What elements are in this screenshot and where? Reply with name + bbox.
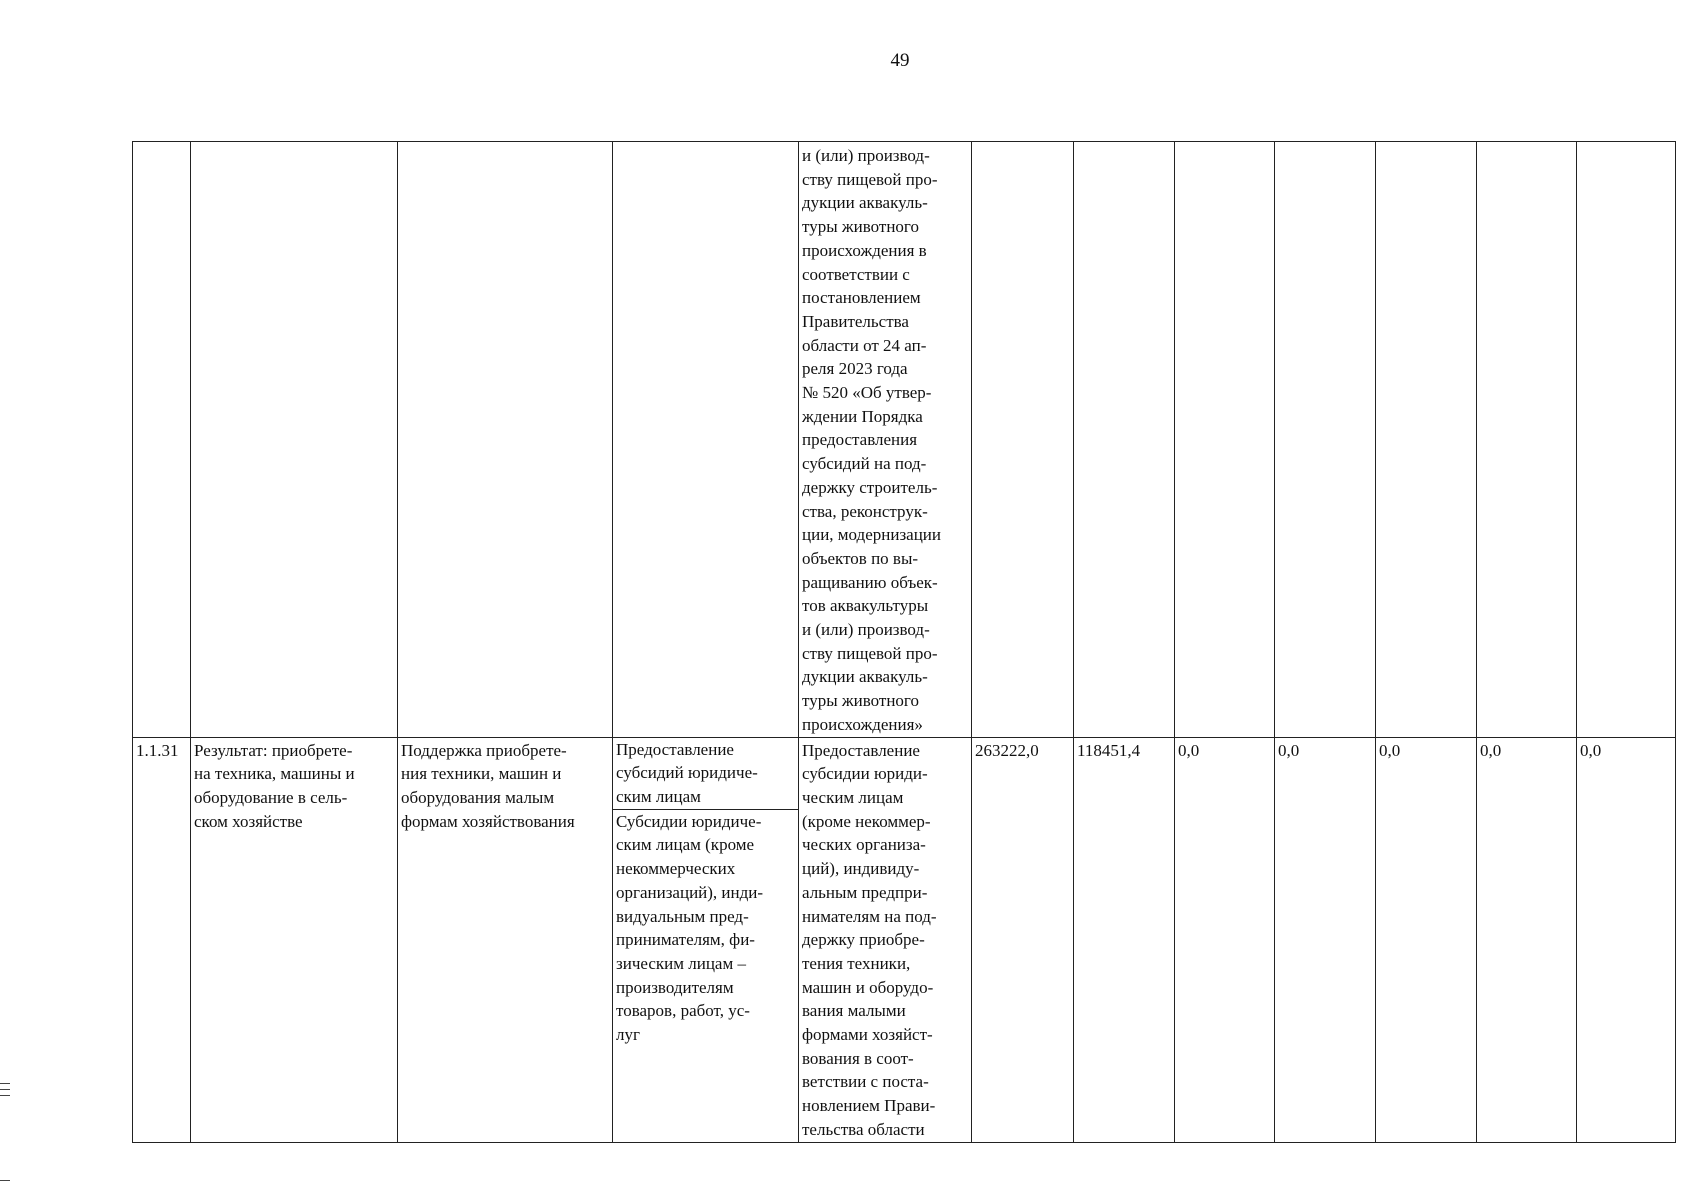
result-text: Результат: приобрете- на техника, машины и оборудование в сель- ском хозяйстве — [194, 740, 355, 831]
cell-legal-basis — [799, 737, 972, 1142]
value-5: 0,0 — [1379, 740, 1401, 760]
cell-value-2 — [1074, 737, 1175, 1142]
value-4: 0,0 — [1278, 740, 1300, 760]
cell-mechanism — [613, 737, 799, 1142]
cell-result — [191, 737, 398, 1142]
cell-measure — [398, 737, 613, 1142]
cell-result-empty — [191, 142, 398, 738]
cell-legal-basis-continued — [799, 142, 972, 738]
program-table — [132, 141, 1676, 1143]
measure-text: Поддержка приобрете- ния техники, машин и оборудования малым формам хозяйствования — [401, 740, 575, 831]
cell-value-empty — [1577, 142, 1676, 738]
value-2: 118451,4 — [1077, 740, 1141, 760]
cell-value-7 — [1577, 737, 1676, 1142]
value-3: 0,0 — [1178, 740, 1200, 760]
cell-value-6 — [1477, 737, 1577, 1142]
legal-basis-continued-text: и (или) производ- ству пищевой про- дукции аквакуль- туры животного происхождения в соответствии с постановлением Правительства области от 24 ап- реля 2023 года № 520 «Об утвер- ждении Порядка предоставления субсидий на под- держку строитель- ства, реконструк- ции, модернизации объектов по вы- ращиванию объек- тов аквакультуры и (или) производ- ству пищевой про- дукции аквакуль- туры животного происхождения» — [802, 146, 942, 734]
legal-basis-text: Предоставление субсидии юриди- ческим лицам (кроме некоммер- ческих организа- ций), индивиду- альным предпри- нимателям на под- держку приобре- тения техники, машин и оборудо- вания малыми формами хозяйст- вования в соот- ветствии с поста- новлением Прави- тельства области — [802, 740, 937, 1139]
row-number: 1.1.31 — [136, 740, 179, 760]
cell-value-empty — [1074, 142, 1175, 738]
cell-value-empty — [1376, 142, 1477, 738]
page-number: 49 — [890, 50, 910, 71]
cell-value-4 — [1275, 737, 1376, 1142]
cell-value-5 — [1376, 737, 1477, 1142]
cell-mechanism-empty — [613, 142, 799, 738]
cell-value-1 — [972, 737, 1074, 1142]
cell-measure-empty — [398, 142, 613, 738]
mechanism-bottom-text: Субсидии юридиче- ским лицам (кроме некоммерческих организаций), инди- видуальным пред- принимателям, фи- зическим лицам – производителям товаров, работ, ус- луг — [616, 811, 764, 1045]
cell-number-empty — [133, 142, 191, 738]
cell-value-empty — [1477, 142, 1577, 738]
value-1: 263222,0 — [975, 740, 1039, 760]
cell-row-number — [133, 737, 191, 1142]
value-7: 0,0 — [1580, 740, 1602, 760]
mechanism-top-text: Предоставление субсидий юридиче- ским лицам — [613, 738, 798, 810]
value-6: 0,0 — [1480, 740, 1502, 760]
cell-value-empty — [1175, 142, 1275, 738]
continuation-row — [133, 142, 1676, 738]
cell-value-empty — [972, 142, 1074, 738]
cell-value-empty — [1275, 142, 1376, 738]
row-1-1-31 — [133, 737, 1676, 1142]
cell-value-3 — [1175, 737, 1275, 1142]
